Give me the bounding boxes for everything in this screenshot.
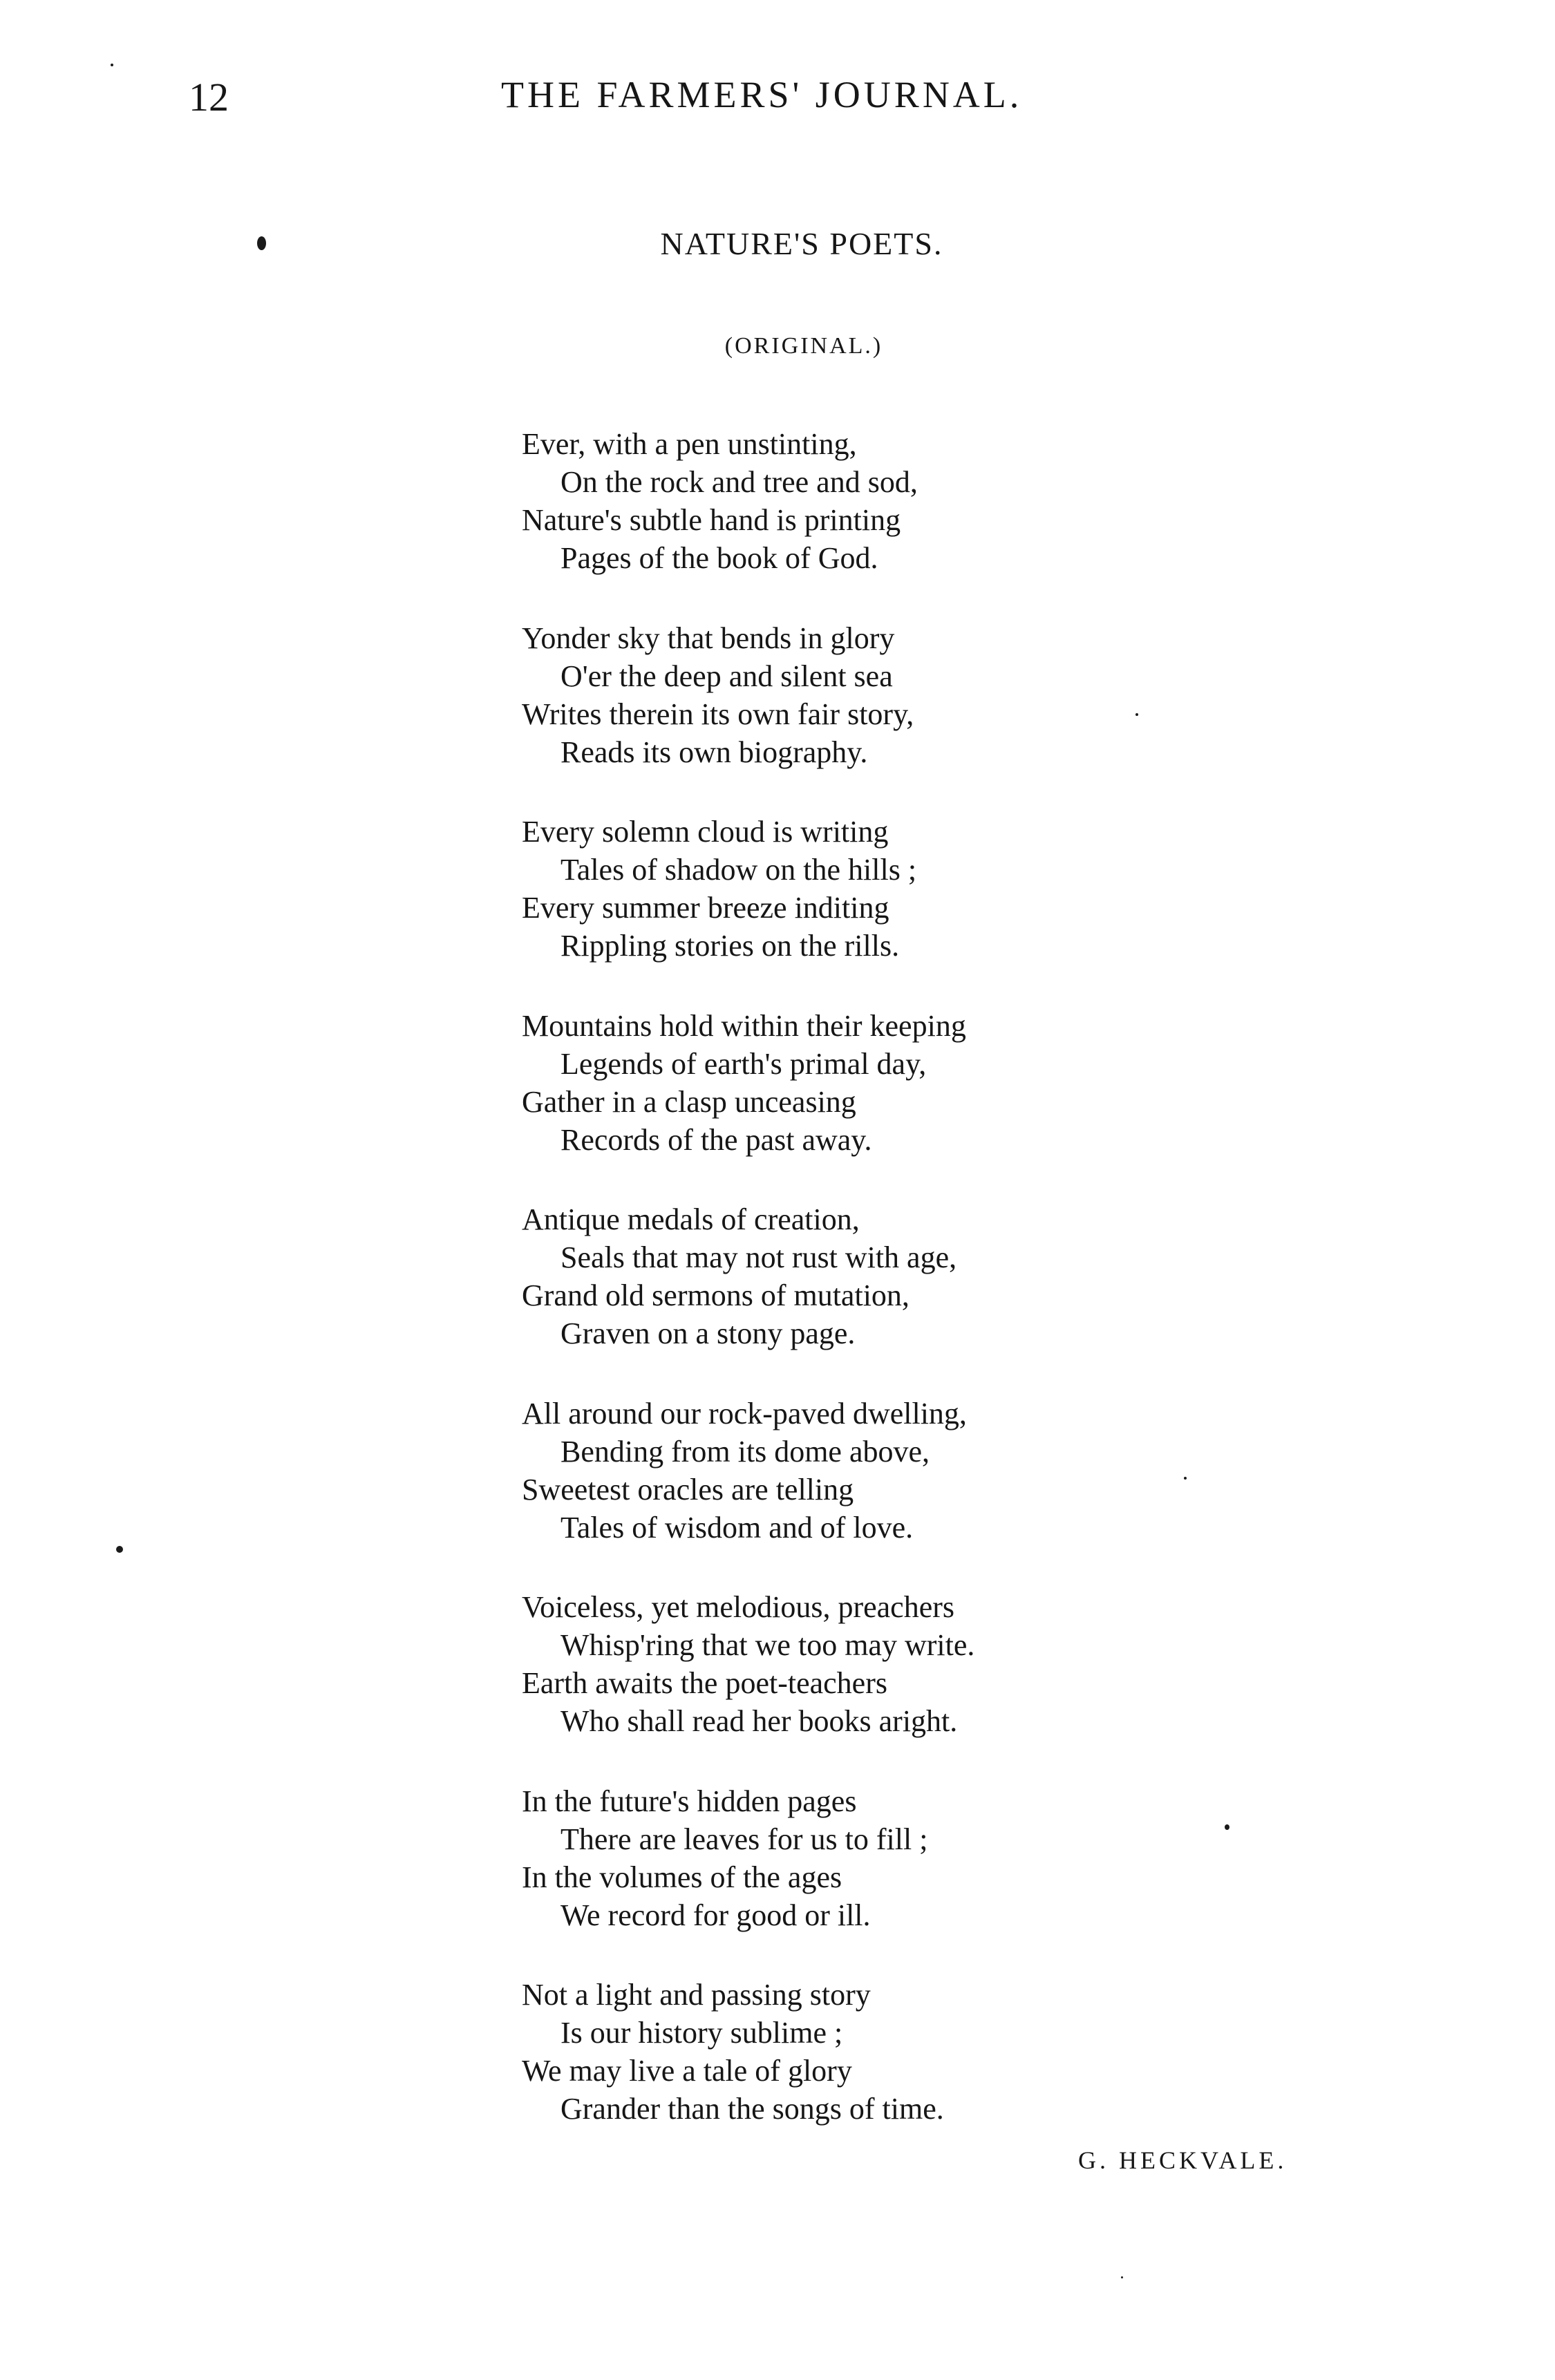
poem-line: Yonder sky that bends in glory xyxy=(522,621,895,655)
stanza xyxy=(522,425,918,577)
poem-line: Earth awaits the poet-teachers xyxy=(522,1666,887,1700)
poem-line: Legends of earth's primal day, xyxy=(560,1047,927,1081)
poem-line: Nature's subtle hand is printing xyxy=(522,503,901,537)
poem-line: Every solemn cloud is writing xyxy=(522,815,889,849)
stanza xyxy=(522,619,914,771)
stanza xyxy=(522,813,916,965)
poem-title: NATURE'S POETS. xyxy=(660,226,943,261)
poem-line: Not a light and passing story xyxy=(522,1978,871,2012)
poem-line: Antique medals of creation, xyxy=(522,1202,860,1236)
poem-line: We may live a tale of glory xyxy=(522,2054,852,2088)
poem-line: Seals that may not rust with age, xyxy=(560,1240,957,1274)
ink-speck xyxy=(116,1546,123,1553)
stanza xyxy=(522,1007,966,1159)
poem-line: Is our history sublime ; xyxy=(560,2016,843,2050)
poem-line: Sweetest oracles are telling xyxy=(522,1473,854,1507)
poem-line: Voiceless, yet melodious, preachers xyxy=(522,1590,955,1624)
poem-line: There are leaves for us to fill ; xyxy=(560,1822,928,1856)
ink-speck xyxy=(1184,1477,1187,1480)
poem-line: Whisp'ring that we too may write. xyxy=(560,1628,975,1662)
poem-line: Tales of shadow on the hills ; xyxy=(560,853,917,887)
poem-line: Pages of the book of God. xyxy=(560,541,878,575)
poem-line: O'er the deep and silent sea xyxy=(560,659,893,693)
ink-speck xyxy=(1135,713,1138,716)
poem-line: Mountains hold within their keeping xyxy=(522,1009,966,1043)
poem-line: Grander than the songs of time. xyxy=(560,2092,944,2126)
ink-speck xyxy=(257,236,266,250)
poem-note: (ORIGINAL.) xyxy=(724,333,883,359)
ink-speck xyxy=(1121,2276,1123,2278)
poem-line: Every summer breeze inditing xyxy=(522,891,889,925)
running-head: THE FARMERS' JOURNAL. xyxy=(501,74,1023,115)
author-signature: G. HECKVALE. xyxy=(1078,2146,1288,2174)
poem-line: Graven on a stony page. xyxy=(560,1316,856,1350)
poem-line: Records of the past away. xyxy=(560,1123,872,1157)
poem-line: Rippling stories on the rills. xyxy=(560,929,900,963)
stanza xyxy=(522,1976,944,2128)
stanza xyxy=(522,1782,927,1934)
ink-speck xyxy=(1225,1824,1229,1830)
poem-line: Reads its own biography. xyxy=(560,735,868,769)
poem-line: All around our rock-paved dwelling, xyxy=(522,1397,967,1430)
stanza xyxy=(522,1395,967,1547)
stanza xyxy=(522,1588,974,1740)
stanza xyxy=(522,1200,956,1352)
poem-line: Grand old sermons of mutation, xyxy=(522,1278,910,1312)
poem-line: Who shall read her books aright. xyxy=(560,1704,958,1738)
poem-line: We record for good or ill. xyxy=(560,1898,871,1932)
poem-line: Gather in a clasp unceasing xyxy=(522,1085,856,1119)
poem-line: On the rock and tree and sod, xyxy=(560,465,918,499)
ink-speck xyxy=(111,64,113,66)
poem-line: Bending from its dome above, xyxy=(560,1435,930,1468)
poem-line: Ever, with a pen unstinting, xyxy=(522,427,857,461)
poem-line: Writes therein its own fair story, xyxy=(522,697,914,731)
page-number: 12 xyxy=(189,75,229,120)
poem-line: In the future's hidden pages xyxy=(522,1784,857,1818)
poem-line: Tales of wisdom and of love. xyxy=(560,1511,914,1545)
poem-line: In the volumes of the ages xyxy=(522,1860,842,1894)
